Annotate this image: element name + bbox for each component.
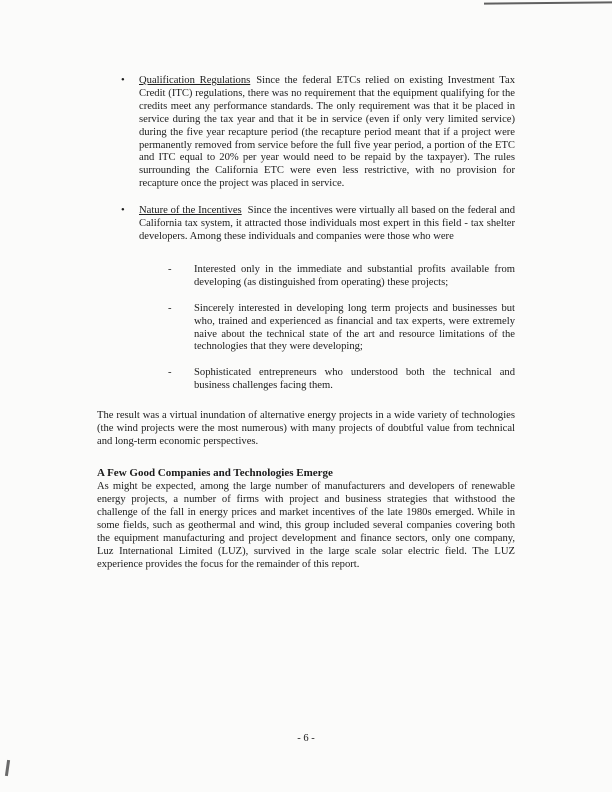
- dash-icon: -: [168, 367, 172, 379]
- sub-bullet-text: Interested only in the immediate and substantial profits available from developing (as distinguished from operating) these projects;: [194, 263, 515, 288]
- bullet-lead-underlined: Nature of the Incentives: [139, 205, 242, 217]
- section-body-paragraph: As might be expected, among the large number of manufacturers and developers of renewable energy projects, a number of firms with project and business strategies that withstood the challenge of the fall in energy prices and market incentives of the late 1980s emerged. While in some fields, such as geothermal and wind, this group included several companies covering both the equipment manufacturing and project development and finance sectors, only one company, Luz International Limited (LUZ), survived in the large scale solar electric field. The LUZ experience provides the focus for the remainder of this report.: [97, 481, 515, 570]
- bullet-item-qualification-regulations: [97, 75, 515, 191]
- result-paragraph: The result was a virtual inundation of alternative energy projects in a wide variety of technologies (the wind projects were the most numerous) with many projects of doubtful value from technical and long-term economic perspectives.: [97, 410, 515, 447]
- scan-artifact-bottom: [5, 760, 10, 776]
- page-number: - 6 -: [297, 733, 315, 744]
- bullet-text: Since the federal ETCs relied on existing Investment Tax Credit (ITC) regulations, there was no requirement that the equipment qualifying for the credits meet any performance standards. The only requirement was that it be placed in service during the tax year and that it be in service (even if only very limited service) during the five year recapture period (the recapture period meant that if a project were permanently removed from service before the full five year period, a portion of the ETC and ITC equal to 20% per year would need to be repaid by the taxpayer). The rules surrounding the California ETC were even less restrictive, with no provision for recapture once the project was placed in service.: [139, 75, 516, 190]
- bullet-text: Since the incentives were virtually all based on the federal and California tax system, it attracted those individuals most expert in this field - tax shelter developers. Among these individuals and companies were those who were: [139, 205, 515, 242]
- bullet-paragraph: [139, 205, 515, 244]
- scan-artifact-top: [484, 1, 612, 4]
- list-item: [168, 264, 515, 290]
- bullet-icon: •: [121, 75, 125, 86]
- bullet-lead-underlined: Qualification Regulations: [139, 75, 251, 86]
- bullet-item-nature-of-incentives: [97, 205, 515, 244]
- section-heading: A Few Good Companies and Technologies Emerge: [97, 466, 333, 479]
- dash-icon: -: [168, 263, 172, 275]
- sub-bullet-text: Sophisticated entrepreneurs who understood both the technical and business challenges facing them.: [194, 367, 515, 392]
- bullet-icon: •: [121, 205, 125, 217]
- list-item: [168, 367, 515, 393]
- sub-bullet-text: Sincerely interested in developing long term projects and businesses but who, trained and experienced as financial and tax experts, were extremely naive about the technical state of the art and resource limitations of the technologies that they were developing;: [194, 302, 515, 353]
- bullet-paragraph: [139, 75, 515, 191]
- list-item: [168, 303, 515, 355]
- dash-icon: -: [168, 302, 172, 314]
- dash-sub-list: [97, 264, 515, 393]
